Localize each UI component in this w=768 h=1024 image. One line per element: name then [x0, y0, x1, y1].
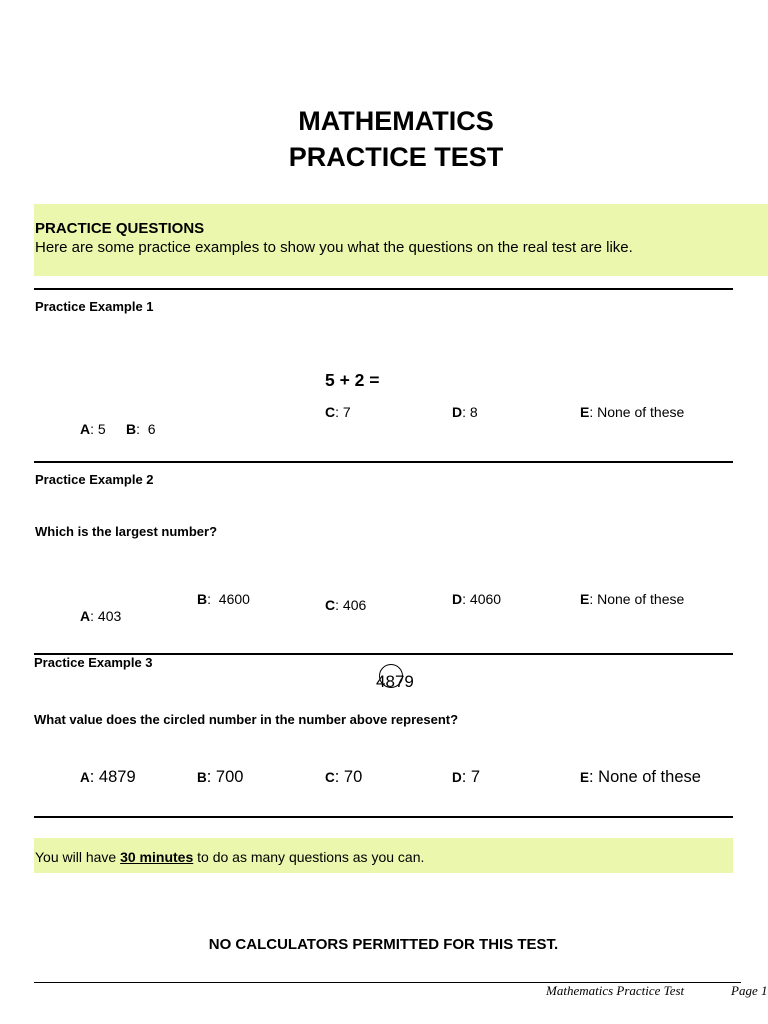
option-value: : 4060: [462, 591, 502, 607]
option-value: : None of these: [589, 404, 685, 420]
example-1-option-d: [452, 404, 478, 421]
notice-text-after: to do as many questions as you can.: [193, 849, 425, 865]
example-1-option-e: [580, 404, 684, 421]
page-title-line-2: PRACTICE TEST: [288, 142, 504, 172]
option-value: : 8: [462, 404, 478, 420]
option-letter: C: [325, 770, 335, 785]
section-divider: [34, 461, 733, 463]
option-letter: E: [580, 591, 590, 607]
footer-document-title: Mathematics Practice Test: [546, 983, 685, 998]
example-3-question: What value does the circled number in the number above represent?: [34, 712, 459, 727]
example-3-option-b: [197, 767, 243, 788]
example-3-number: [376, 672, 414, 692]
page-title-line-1: MATHEMATICS: [298, 106, 494, 136]
option-letter: D: [452, 404, 463, 420]
option-letter: C: [325, 597, 336, 613]
example-1-option-c: [325, 404, 351, 421]
option-value: : 4879: [89, 768, 136, 786]
example-3-option-c: [325, 767, 362, 788]
option-letter: E: [580, 404, 590, 420]
example-3-label: Practice Example 3: [34, 655, 153, 670]
example-2-question: Which is the largest number?: [35, 524, 218, 539]
circled-digit-group: [385, 672, 394, 691]
section-divider: [34, 288, 733, 290]
option-letter: D: [452, 770, 462, 785]
notice-text-before: You will have: [35, 849, 121, 865]
example-3-option-d: [452, 767, 480, 788]
example-2-option-b: [197, 591, 250, 608]
example-2-option-e: [580, 591, 684, 608]
option-letter: C: [325, 404, 336, 420]
option-letter: D: [452, 591, 463, 607]
option-value: : 7: [461, 768, 481, 786]
number-leading-digit: 4: [376, 672, 386, 691]
example-2-option-c: [325, 597, 366, 614]
option-value: : 70: [334, 768, 363, 786]
example-2-label: Practice Example 2: [35, 472, 154, 487]
option-value: : 403: [90, 608, 122, 624]
option-letter: A: [80, 608, 91, 624]
option-value: : None of these: [589, 591, 685, 607]
option-value: : 5: [90, 421, 106, 437]
option-letter: A: [80, 421, 91, 437]
example-3-option-a: [80, 767, 136, 788]
option-letter: A: [80, 770, 90, 785]
number-trailing-digits: 79: [394, 672, 414, 691]
option-value: : None of these: [589, 768, 701, 786]
option-value: : 7: [335, 404, 351, 420]
example-3-option-e: [580, 767, 701, 788]
option-letter: B: [126, 421, 137, 437]
option-letter: B: [197, 770, 207, 785]
option-value: : 406: [335, 597, 367, 613]
option-value: : 4600: [207, 591, 250, 607]
circled-digit: 8: [385, 672, 395, 691]
example-1-option-a: [80, 421, 106, 438]
calculator-warning: NO CALCULATORS PERMITTED FOR THIS TEST.: [208, 936, 559, 953]
example-2-option-a: [80, 608, 121, 625]
intro-heading: PRACTICE QUESTIONS: [35, 220, 205, 237]
notice-time-limit: 30 minutes: [120, 849, 194, 865]
option-value: : 700: [206, 768, 244, 786]
option-letter: B: [197, 591, 208, 607]
example-1-option-b: [126, 421, 156, 438]
time-notice: [35, 849, 424, 866]
section-divider: [34, 816, 733, 818]
footer-page-number: Page 1: [731, 983, 768, 998]
example-2-option-d: [452, 591, 501, 608]
example-1-label: Practice Example 1: [35, 299, 154, 314]
example-1-question: 5 + 2 =: [325, 370, 380, 390]
option-value: : 6: [136, 421, 156, 437]
option-letter: E: [580, 770, 590, 785]
intro-text: Here are some practice examples to show you what the questions on the real test are like.: [35, 239, 633, 256]
